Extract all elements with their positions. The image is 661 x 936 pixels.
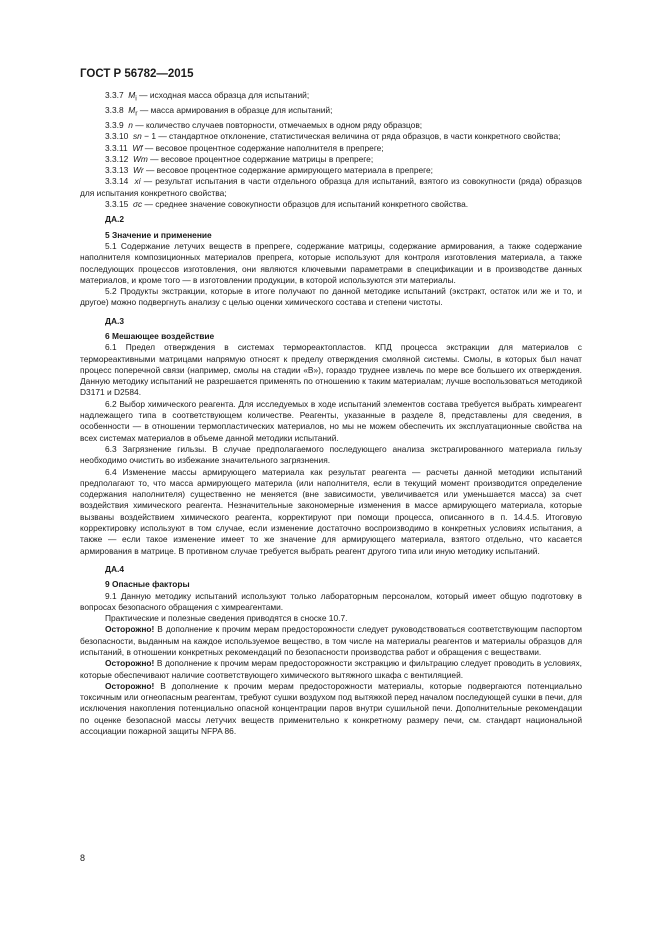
definition-text: — среднее значение совокупности образцов для испытаний конкретного свойства.: [142, 199, 469, 210]
definition-text: — весовое процентное содержание матрицы в препреге;: [147, 153, 374, 164]
document-page: [80, 68, 582, 737]
definition-symbol: Wm: [132, 153, 148, 164]
definition-item: [80, 176, 582, 199]
appendix-label-da3: ДА.3: [105, 315, 124, 326]
warning-text: В дополнение к прочим мерам предосторожности следует руководствоваться соответствующим паспортом безопасности, выданным на каждое используемое вещество, в том числе на материалы реагентов и материалы образцов для испытаний, в отношении конкретных рекомендаций по безопасности производства работ и обращения с веществами.: [80, 624, 582, 657]
definition-number: 3.3.14: [105, 176, 129, 187]
definition-symbol: Wr: [132, 165, 144, 176]
paragraph-footnote-note: Практические и полезные сведения приводятся в сноске 10.7.: [105, 613, 348, 624]
paragraph-9-1: 9.1 Данную методику испытаний используют только лабораторным персоналом, который имеет общую подготовку в вопросах безопасного обращения с химреагентами.: [80, 590, 582, 612]
definition-item: [80, 131, 582, 142]
definition-text: — результат испытания в части отдельного образца для испытаний, взятого из совокупности (ряда) образцов для испытания конкретного свойства;: [80, 176, 582, 198]
definition-text: − 1 — стандартное отклонение, статистическая величина от ряда образцов, в части конкретного свойства;: [141, 131, 561, 142]
definition-text: — весовое процентное содержание армирующего материала в препреге;: [143, 165, 434, 176]
paragraph-5-2: 5.2 Продукты экстракции, которые в итоге получают по данной методике испытаний (экстракт, остаток или же и то, и другое) можно подвергнуть анализу с целью оценки химического состава и степени чистоты.: [80, 286, 582, 308]
definition-symbol: xi: [134, 176, 141, 187]
definition-number: 3.3.10: [105, 131, 129, 142]
definition-text: — масса армирования в образце для испытаний;: [137, 104, 333, 115]
definition-item: [80, 165, 582, 176]
definition-number: 3.3.13: [105, 165, 129, 176]
definition-subscript: i: [135, 95, 137, 103]
definition-number: 3.3.12: [105, 153, 129, 164]
section-title-5: 5 Значение и применение: [105, 229, 212, 240]
definition-item: [80, 90, 582, 105]
definition-number: 3.3.9: [105, 119, 124, 130]
definitions-list: [80, 90, 582, 210]
definition-symbol: M: [128, 104, 136, 115]
warning-label: Осторожно!: [105, 680, 155, 691]
page-number: 8: [80, 853, 86, 863]
warning-paragraph-2: [80, 658, 582, 681]
definition-number: 3.3.11: [105, 142, 128, 153]
definition-number: 3.3.15: [105, 199, 129, 210]
section-title-9: 9 Опасные факторы: [105, 579, 190, 590]
definition-symbol: n: [128, 119, 133, 130]
definition-symbol: sn: [132, 131, 142, 142]
appendix-label-da2: ДА.2: [105, 214, 124, 225]
definition-text: — исходная масса образца для испытаний;: [136, 90, 310, 100]
appendix-label-da4: ДА.4: [105, 563, 124, 574]
definition-item: [80, 199, 582, 210]
definition-symbol: M: [128, 90, 136, 100]
definition-item: [80, 120, 582, 131]
warning-paragraph-1: [80, 624, 582, 658]
page-header-title: ГОСТ Р 56782—2015: [80, 68, 194, 80]
definition-text: — весовое процентное содержание наполнителя в препреге;: [142, 142, 384, 153]
paragraph-6-2: 6.2 Выбор химического реагента. Для исследуемых в ходе испытаний элементов состава требуется выбрать химреагент надлежащего типа в соответствующем количестве. Реагенты, указанные в разделе 8, представлены для сведения, в особенности — в отношении термопластических материалов, но мы не можем обеспечить их эксплуатационные свойства на всех системах материалов в объеме данной методики испытаний.: [80, 398, 582, 443]
warning-text: В дополнение к прочим мерам предосторожности материалы, которые подвергаются потенциально токсичным или огнеопасным реагентам, требуют сушки воздухом под вытяжкой перед началом последующей сушки в печи, для исключения накопления потенциально опасной концентрации паров внутри сушильной печи. Дополнительные рекомендации по оценке безопасной массы летучих веществ применительно к конкретному размеру печи, см. стандарт национальной ассоциации пожарной защиты NFPA 86.: [80, 680, 582, 737]
definition-subscript: r: [135, 110, 138, 118]
warning-text: В дополнение к прочим мерам предосторожности экстракцию и фильтрацию следует проводить в условиях, которые обеспечивают наличие соответствующего химического вытяжного шкафа с вентиляцией.: [80, 658, 582, 680]
definition-symbol: σc: [132, 199, 143, 210]
paragraph-6-1: 6.1 Предел отверждения в системах термореактопластов. КПД процесса экстракции для материалов с термореактивными матрицами напрямую относят к пределу отверждения смоляной системы. Смолы, в которых был начат процесс поперечной связи (например, смолы на стадии «B»), гораздо труднее извлечь по мере все большего их отверждения. Данную методику испытаний не разрешается применять по отношению к таким материалам; лучше воспользоваться методикой D3171 и D2584.: [80, 342, 582, 398]
definition-text: — количество случаев повторности, отмечаемых в одном ряду образцов;: [132, 119, 423, 130]
paragraph-6-3: 6.3 Загрязнение гильзы. В случае предполагаемого последующего анализа экстрагированного материала гильзу необходимо очистить во избежание значительного загрязнения.: [80, 443, 582, 466]
warning-paragraph-3: [80, 681, 582, 737]
definition-item: [80, 105, 582, 120]
section-title-6: 6 Мешающее воздействие: [105, 330, 215, 341]
warning-label: Осторожно!: [105, 624, 155, 635]
paragraph-5-1: 5.1 Содержание летучих веществ в препреге, содержание матрицы, содержание армирования, а также содержание наполнителя композиционных материалов препрега, которые используют для контроля изготовления материала, а также последующих процессов изготовления, они являются ключевыми параметрами в спецификации и в производстве данных материалов, и кроме того — в изготовлении продукции, в которой используются эти материалы.: [80, 240, 582, 285]
definition-number: 3.3.8: [105, 104, 124, 115]
paragraph-6-4: 6.4 Изменение массы армирующего материала как результат реагента — расчеты данной методики испытаний предполагают то, что масса армирующего материла (или наполнителя, если в текущий момент производится определение содержания наполнителя) существенно не меняется (вне зависимости, увеличивается или уменьшается масса) за счет воздействия химического реагента. Незначительные закономерные изменения в массе армирующего материала, которые вызваны воздействием химического реагента, корректируют при помощи процесса, описанного в п. 14.4.5. Итоговую корректировку используют в том случае, если изменение достаточно воспроизводимо в конкретных условиях испытания, а также — если такое изменение имеет то же значение для армирующего материала, взятого отдельно, что касается армирования в матрице. В противном случае требуется выбрать реагент другого типа или иную методику испытаний.: [80, 466, 582, 556]
definition-number: 3.3.7: [105, 90, 124, 100]
definition-item: [80, 143, 582, 154]
definition-item: [80, 154, 582, 165]
definition-symbol: Wf: [132, 142, 143, 153]
warning-label: Осторожно!: [105, 658, 155, 669]
